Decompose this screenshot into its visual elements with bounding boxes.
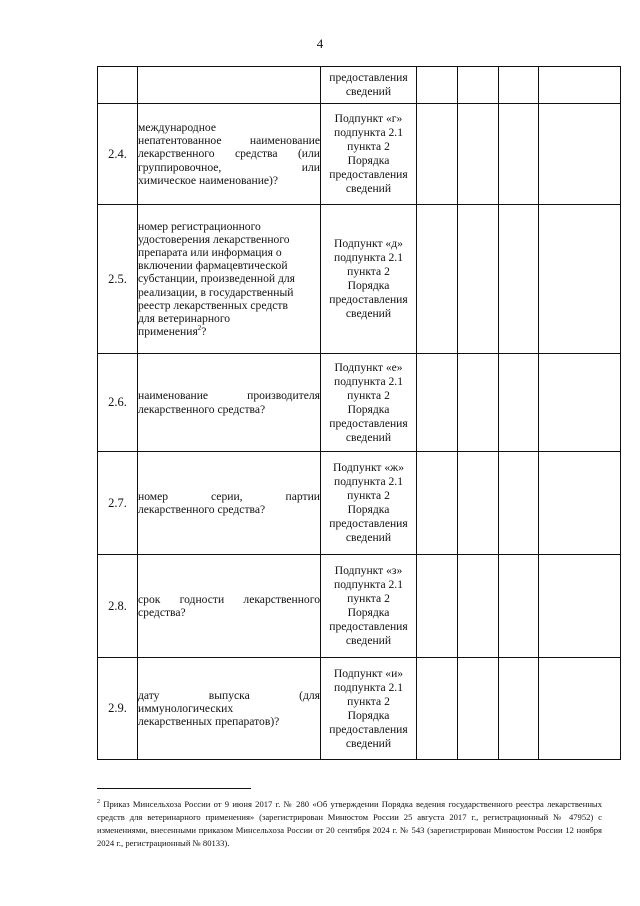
reference-line: Порядка	[347, 402, 390, 416]
answer-na-cell	[499, 658, 539, 760]
table-row	[98, 452, 621, 555]
answer-yes-cell	[417, 658, 458, 760]
answer-no-cell	[458, 67, 499, 104]
reference-line: Подпункт «ж»	[333, 461, 404, 474]
table-row	[98, 67, 621, 104]
question-text: включении фармацевтической	[138, 259, 288, 273]
answer-no-cell	[458, 205, 499, 354]
answer-na-cell	[499, 452, 539, 555]
answer-no-cell	[458, 104, 499, 205]
question-line	[138, 299, 320, 312]
answer-yes-cell	[417, 205, 458, 354]
page-number: 4	[316, 36, 324, 51]
question-text: применения	[138, 325, 198, 339]
reference-line: Порядка	[347, 154, 390, 167]
reference-line: предоставления	[329, 620, 408, 633]
reference-line: сведений	[345, 182, 392, 195]
reference-line: сведений	[345, 531, 392, 544]
reference-line: предоставления	[329, 168, 408, 181]
reference-line: Подпункт «е»	[334, 360, 403, 374]
question-text: для ветеринарного	[138, 312, 231, 325]
question-cell	[138, 205, 321, 354]
item-number	[98, 67, 138, 104]
question-line	[138, 312, 320, 325]
question-text: лекарственного средства?	[138, 503, 266, 516]
question-line	[138, 593, 320, 606]
question-text: срок годности лекарственного	[138, 592, 320, 606]
reference-line: пункта 2	[347, 592, 390, 605]
reference-cell	[321, 205, 417, 354]
question-cell	[138, 452, 321, 555]
reference-cell	[321, 555, 417, 658]
question-line	[138, 174, 320, 187]
answer-yes-cell	[417, 104, 458, 205]
question-text: удостоверения лекарственного	[138, 232, 290, 246]
reference-line: пункта 2	[347, 388, 390, 402]
reference-cell	[321, 67, 417, 104]
reference-line: предоставления	[329, 416, 408, 430]
note-cell	[539, 354, 621, 452]
question-line	[138, 259, 320, 272]
question-cell	[138, 104, 321, 205]
question-text: субстанции, произведенной для	[138, 272, 296, 286]
question-line	[138, 689, 320, 702]
question-text: лекарственных препаратов)?	[138, 715, 280, 729]
answer-no-cell	[458, 354, 499, 452]
answer-na-cell	[499, 205, 539, 354]
reference-line: подпункта 2.1	[334, 475, 403, 488]
answer-yes-cell	[417, 452, 458, 555]
question-tail: ?	[201, 325, 207, 339]
reference-cell	[321, 354, 417, 452]
footnote	[97, 798, 602, 850]
question-line	[138, 233, 320, 246]
reference-line: подпункта 2.1	[334, 680, 403, 694]
question-line	[138, 325, 320, 338]
question-line	[138, 286, 320, 299]
question-text: номер серии, партии	[138, 489, 320, 503]
table-row	[98, 104, 621, 205]
question-text: непатентованное наименование	[138, 134, 320, 148]
reference-line: предоставления	[329, 517, 408, 530]
reference-line: Подпункт «з»	[334, 564, 403, 577]
question-line	[138, 403, 320, 416]
item-number: 2.7.	[98, 452, 138, 555]
answer-na-cell	[499, 354, 539, 452]
reference-line: сведений	[345, 430, 392, 444]
answer-na-cell	[499, 555, 539, 658]
reference-line: Подпункт «и»	[333, 666, 404, 680]
question-cell	[138, 658, 321, 760]
reference-line: Порядка	[347, 606, 390, 619]
reference-line: предоставления	[329, 293, 408, 306]
question-cell	[138, 354, 321, 452]
answer-na-cell	[499, 67, 539, 104]
note-cell	[539, 452, 621, 555]
question-text: лекарственного средства?	[138, 402, 266, 416]
table-row	[98, 205, 621, 354]
note-cell	[539, 205, 621, 354]
question-text: номер регистрационного	[138, 219, 261, 233]
answer-no-cell	[458, 555, 499, 658]
reference-cell	[321, 104, 417, 205]
reference-line: подпункта 2.1	[334, 126, 403, 139]
question-line	[138, 606, 320, 619]
answer-yes-cell	[417, 555, 458, 658]
reference-line: предоставления	[329, 722, 408, 736]
question-text: средства?	[138, 606, 186, 619]
item-number: 2.8.	[98, 555, 138, 658]
question-text: иммунологических	[138, 701, 234, 715]
reference-cell	[321, 658, 417, 760]
reference-line: предоставления	[329, 71, 408, 84]
question-line	[138, 147, 320, 160]
reference-line: сведений	[345, 634, 392, 647]
question-line	[138, 715, 320, 728]
question-text: группировочное, или	[138, 160, 320, 174]
question-line	[138, 246, 320, 259]
question-line	[138, 490, 320, 503]
answer-no-cell	[458, 658, 499, 760]
question-text: лекарственного средства (или	[138, 147, 320, 161]
reference-line: Подпункт «д»	[334, 237, 403, 250]
reference-line: пункта 2	[347, 140, 390, 153]
question-cell	[138, 555, 321, 658]
footnote-mark: 2	[97, 799, 100, 806]
footnote-separator	[97, 788, 251, 789]
note-cell	[539, 658, 621, 760]
reference-line: пункта 2	[347, 489, 390, 502]
question-line	[138, 389, 320, 402]
item-number: 2.9.	[98, 658, 138, 760]
question-line	[138, 220, 320, 233]
item-number: 2.4.	[98, 104, 138, 205]
question-line	[138, 121, 320, 134]
reference-line: пункта 2	[347, 265, 390, 278]
answer-na-cell	[499, 104, 539, 205]
question-cell	[138, 67, 321, 104]
question-line	[138, 161, 320, 174]
checklist-table	[97, 66, 621, 760]
reference-line: Подпункт «г»	[334, 112, 403, 125]
question-text: международное	[138, 120, 216, 134]
note-cell	[539, 104, 621, 205]
question-text: химическое наименование)?	[138, 173, 279, 187]
question-line	[138, 272, 320, 285]
question-line	[138, 702, 320, 715]
footnote-reference: 2	[197, 324, 202, 333]
item-number: 2.6.	[98, 354, 138, 452]
note-cell	[539, 67, 621, 104]
question-text: препарата или информация о	[138, 245, 282, 259]
reference-line: подпункта 2.1	[334, 578, 403, 591]
table-row	[98, 354, 621, 452]
answer-yes-cell	[417, 67, 458, 104]
reference-line: пункта 2	[347, 694, 390, 708]
answer-yes-cell	[417, 354, 458, 452]
reference-line: подпункта 2.1	[334, 374, 403, 388]
answer-no-cell	[458, 452, 499, 555]
table-row	[98, 555, 621, 658]
table-row	[98, 658, 621, 760]
reference-line: Порядка	[347, 279, 390, 292]
question-text: дату выпуска (для	[138, 688, 320, 702]
reference-line: сведений	[345, 85, 392, 98]
reference-line: подпункта 2.1	[334, 251, 403, 264]
question-text: реализации, в государственный	[138, 285, 294, 299]
reference-line: сведений	[345, 307, 392, 320]
item-number: 2.5.	[98, 205, 138, 354]
note-cell	[539, 555, 621, 658]
question-line	[138, 134, 320, 147]
question-line	[138, 503, 320, 516]
reference-line: Порядка	[347, 708, 390, 722]
reference-line: Порядка	[347, 503, 390, 516]
reference-cell	[321, 452, 417, 555]
reference-line: сведений	[345, 736, 392, 750]
question-text: наименование производителя	[138, 389, 320, 403]
footnote-text: Приказ Минсельхоза России от 9 июня 2017 г. № 280 «Об утверждении Порядка ведения государственного реестра лекарственных средств для ветеринарного применения» (зарегистрирован Минюстом России 25 августа 2017 г., регистрационный № 47952) с изменениями, внесенными приказом Минсельхоза России от 20 сентября 2024 г. № 543 (зарегистрирован Минюстом России 12 ноября 2024 г., регистрационный № 80133).	[97, 799, 602, 848]
question-text: реестр лекарственных средств	[138, 298, 288, 312]
